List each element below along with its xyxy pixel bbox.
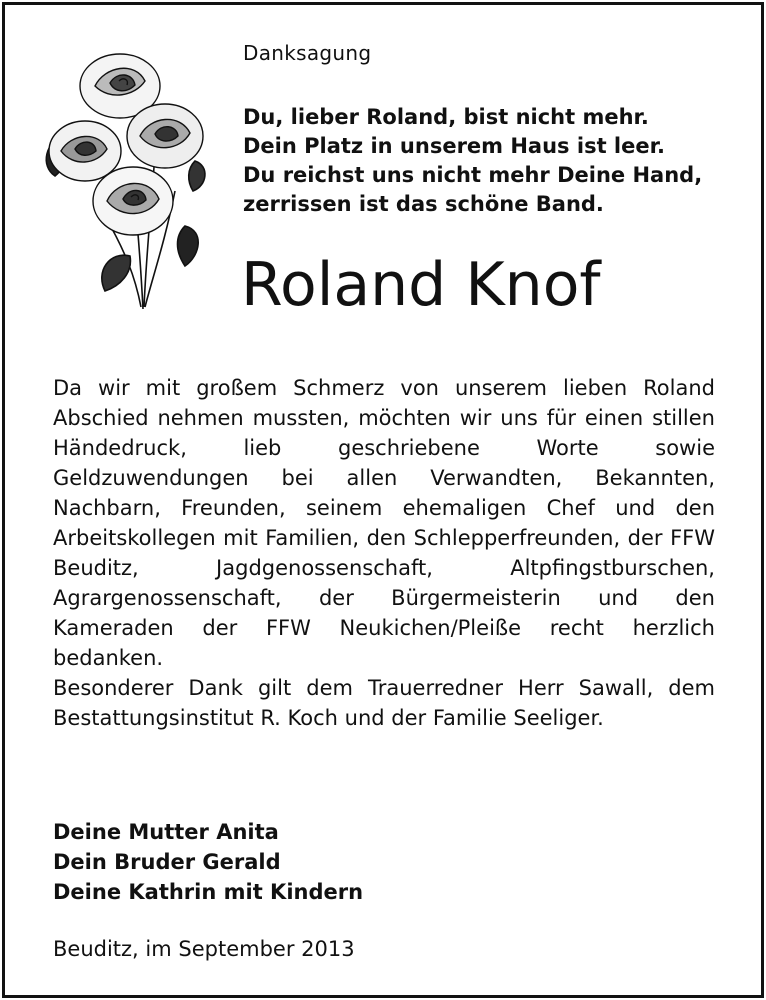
roses-illustration-icon — [35, 41, 210, 311]
body-paragraph: Besonderer Dank gilt dem Trauerredner Herr Sawall, dem Bestattungsinstitut R. Koch und der Familie Seeliger. — [53, 676, 715, 730]
deceased-name: Roland Knof — [241, 250, 601, 320]
poem-line: Du, lieber Roland, bist nicht mehr. — [243, 105, 649, 129]
place-date: Beuditz, im September 2013 — [53, 937, 355, 961]
poem-line: zerrissen ist das schöne Band. — [243, 192, 604, 216]
body-text — [53, 373, 715, 733]
signer: Dein Bruder Gerald — [53, 850, 281, 874]
poem-line: Du reichst uns nicht mehr Deine Hand, — [243, 163, 703, 187]
body-paragraph: Da wir mit großem Schmerz von unserem lieben Roland Abschied nehmen mussten, möchten wir uns für einen stillen Händedruck, lieb geschriebene Worte sowie Geldzuwendungen bei allen Verwandten, Bekannten, Nachbarn, Freunden, seinem ehemaligen Chef und den Arbeitskollegen mit Familien, den Schlepperfreunden, der FFW Beuditz, Jagdgenossenschaft, Altpfingstburschen, Agrargenossenschaft, der Bürgermeisterin und den Kameraden der FFW Neukichen/Pleiße recht herzlich bedanken. — [53, 376, 715, 670]
heading: Danksagung — [243, 41, 372, 65]
obituary-frame — [2, 2, 764, 998]
signers — [53, 817, 363, 907]
signer: Deine Mutter Anita — [53, 820, 279, 844]
signer: Deine Kathrin mit Kindern — [53, 880, 364, 904]
poem-line: Dein Platz in unserem Haus ist leer. — [243, 134, 665, 158]
poem — [243, 103, 702, 219]
